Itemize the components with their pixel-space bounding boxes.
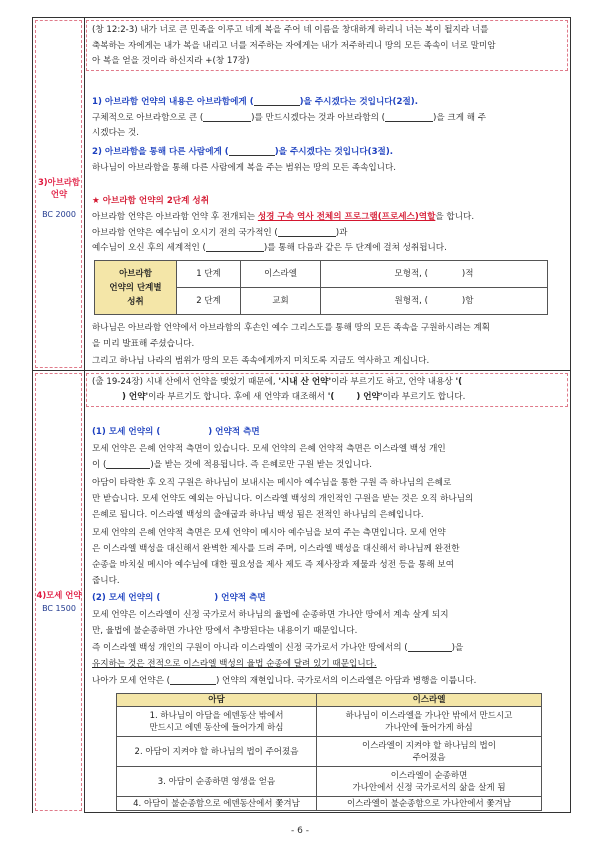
moses-label-cell	[33, 371, 85, 813]
intro-text: 이라 부르기도 하고, 언약 내용상	[331, 377, 456, 387]
paragraph-text: ) 언약의 재현입니다. 국가로서의 이스라엘은 아담과 병행을 이룹니다.	[215, 676, 477, 686]
intro-text: 이라 부르기도 합니다. 후에 새 언약과 대조해서	[148, 392, 328, 402]
content-table	[32, 17, 571, 813]
header-line: 아브라함	[119, 268, 152, 279]
stage-text: 을 합니다.	[435, 212, 475, 222]
type-cell	[321, 288, 548, 315]
intro-bold: ) 언약'	[356, 392, 383, 402]
paragraph-line: 모세 언약의 은혜 언약적 측면은 모세 언약이 메시아 예수님을 보여 주는 측면입니다. 모세 언약	[92, 528, 446, 538]
verse-line: (창 12:2-3) 내가 너로 큰 민족을 이루고 네게 복을 주어 네 이름을 창대하게 하리니 너는 복이 될지라 너를	[92, 25, 489, 35]
paragraph-line: 은혜로 됩니다. 이스라엘 백성의 출애굽과 하나님 백성 됨은 전적인 하나님의 은혜입니다.	[92, 510, 424, 520]
point-2-explanation: 하나님이 아브라함을 통해 다른 사람에게 복을 주는 범위는 땅의 모든 족속입니다.	[92, 163, 397, 173]
paragraph-line: 모세 언약은 이스라엘이 신정 국가로서 하나님의 율법에 순종하면 가나안 땅에서 계속 살게 되지	[92, 610, 449, 620]
point-1-heading	[92, 96, 562, 108]
paragraph-text: )을 받는 것에 적용됩니다. 즉 은혜로만 구원 받는 것입니다.	[150, 460, 372, 470]
paragraph-line: 줍니다.	[92, 576, 120, 586]
paragraph-line: 만 받습니다. 모세 언약도 예외는 아닙니다. 이스라엘 백성의 개인적인 구원을 받는 것은 오직 하나님의	[92, 494, 474, 504]
moses-covenant-row	[33, 371, 570, 813]
abraham-label-cell	[33, 18, 85, 370]
paragraph-line: 만, 율법에 불순종하면 가나안 땅에서 추방된다는 내용이기 때문입니다.	[92, 626, 358, 636]
type-text: )함	[461, 295, 474, 306]
abraham-covenant-row	[33, 18, 570, 371]
name-cell: 이스라엘	[241, 261, 321, 288]
adam-israel-table	[116, 693, 542, 811]
answer-blank[interactable]	[278, 227, 336, 237]
answer-blank[interactable]	[254, 96, 300, 106]
intro-bold: ) 언약'	[122, 392, 149, 402]
star-icon: ★	[92, 196, 100, 206]
header-line: 성취	[127, 296, 144, 307]
answer-blank[interactable]	[408, 642, 452, 652]
intro-text: 이라 부르기도 합니다.	[382, 392, 466, 402]
type-text: 모형적, (	[394, 268, 428, 279]
explanation-text: 구체적으로 아브라함으로 큰 (	[92, 113, 204, 123]
point-1-text: )을 주시겠다는 것입니다(2절).	[299, 97, 418, 107]
paragraph-line	[92, 459, 562, 471]
after-line: 그리고 하나님 나라의 범위가 땅의 모든 족속에게까지 미치도록 지금도 역사하고 계십니다.	[92, 356, 430, 366]
stage-cell: 1 단계	[177, 261, 241, 288]
cell-line: 이스라엘이 순종하면	[390, 770, 468, 781]
intro-bold: '시내 산 언약'	[278, 377, 332, 387]
type-cell	[321, 261, 548, 288]
point-1-explanation	[92, 112, 562, 124]
adam-cell: 2. 아담이 지켜야 할 하나님의 법이 주어졌음	[117, 737, 317, 767]
type-text: 원형적, (	[394, 295, 428, 306]
paragraph-line: 은 이스라엘 백성을 대신해서 완벽한 제사를 드려 주며, 이스라엘 백성을 대신해서 하나님께 완전한	[92, 544, 460, 554]
answer-blank[interactable]	[385, 112, 433, 122]
adam-cell	[117, 707, 317, 737]
paragraph-line: 유지하는 것은 전적으로 이스라엘 백성의 율법 순종에 달려 있기 때문입니다.	[92, 659, 377, 669]
paragraph-line: 순종을 바치실 메시아 예수님에 대한 필요성을 제사 제도 즉 제사장과 제물과 성전 등을 통해 보여	[92, 560, 455, 570]
answer-blank[interactable]	[206, 242, 264, 252]
intro-text: (출 19-24장) 시내 산에서 언약을 맺었기 때문에,	[92, 377, 279, 387]
point-2-heading	[92, 146, 562, 158]
section-1-heading	[92, 426, 562, 438]
stage-text: 예수님이 오신 후의 세계적인 (	[92, 243, 206, 253]
page-number: - 6 -	[291, 826, 309, 836]
stage-text: 아브라함 언약은 예수님이 오시기 전의 국가적인 (	[92, 228, 278, 238]
cell-line: 가나안에서 신정 국가로서의 삶을 살게 됨	[352, 782, 506, 793]
intro-bold: '(	[455, 377, 462, 387]
stage-table-header	[95, 261, 177, 315]
verse-dashed-box	[86, 20, 568, 71]
cell-line: 주어졌음	[412, 752, 446, 763]
stage-heading	[92, 195, 562, 207]
paragraph-text: )을	[451, 643, 464, 653]
israel-cell	[317, 767, 542, 797]
point-1-text: 1) 아브라함 언약의 내용은 아브라함에게 (	[92, 97, 254, 107]
section-2-heading	[92, 592, 562, 604]
type-text: )적	[461, 268, 474, 279]
cell-line: 가나안에 들어가게 하심	[385, 722, 473, 733]
intro-bold: '(	[327, 392, 335, 402]
answer-blank[interactable]	[170, 675, 216, 685]
paragraph-line: 아담이 타락한 후 오직 구원은 하나님이 보내시는 메시아 예수님을 통한 구원 즉 하나님의 은혜로	[92, 478, 452, 488]
abraham-title-line1: 3)아브라함	[37, 177, 81, 187]
abraham-title-line2: 언약	[50, 189, 68, 199]
after-line: 을 미리 발표해 주셨습니다.	[92, 339, 195, 349]
point-1-explanation-line2: 시겠다는 것.	[92, 128, 139, 138]
israel-header: 이스라엘	[317, 694, 542, 707]
stage-table	[94, 260, 548, 315]
moses-title: 4)모세 언약	[36, 590, 82, 600]
stage-text: 아브라함 언약은 아브라함 언약 후 전개되는	[92, 212, 258, 222]
israel-cell	[317, 707, 542, 737]
abraham-content-cell	[86, 18, 570, 370]
paragraph-line	[92, 642, 562, 654]
stage-text: )를 통해 다음과 같은 두 단계에 걸쳐 성취됩니다.	[263, 243, 447, 253]
moses-era: BC 1500	[42, 604, 76, 613]
after-line: 하나님은 아브라함 언약에서 아브라함의 후손인 예수 그리스도를 통해 땅의 모든 족속을 구원하시려는 계획	[92, 323, 491, 333]
header-line: 언약의 단계별	[109, 282, 162, 293]
cell-line: 만드시고 에덴 동산에 들어가게 하심	[149, 722, 284, 733]
stage-text: )과	[335, 228, 348, 238]
verse-line: 축복하는 자에게는 내가 복을 내리고 너를 저주하는 자에게는 내가 저주하리니 땅의 모든 족속이 너로 말미암	[92, 41, 496, 51]
paragraph-line: 모세 언약은 은혜 언약적 측면이 있습니다. 모세 언약의 은혜 언약적 측면은 이스라엘 백성 개인	[92, 444, 446, 454]
section-text: (2) 모세 언약의 (	[92, 593, 161, 603]
cell-line: 하나님이 이스라엘을 가나안 밖에서 만드시고	[345, 710, 513, 721]
abraham-era: BC 2000	[42, 210, 76, 219]
program-highlight: 성경 구속 역사 전체의 프로그램(프로세스)역할	[257, 212, 436, 222]
cell-line: 1. 하나님이 아담을 에덴동산 밖에서	[149, 710, 284, 721]
section-text: (1) 모세 언약의 (	[92, 427, 161, 437]
stage-line	[92, 211, 562, 223]
explanation-text: )를 만드시겠다는 것과 아브라함의 (	[251, 113, 386, 123]
stage-heading-text: 아브라함 언약의 2단계 성취	[102, 196, 209, 206]
answer-blank[interactable]	[106, 459, 150, 469]
adam-cell: 3. 아담이 순종하면 영생을 얻음	[117, 767, 317, 797]
paragraph-line	[92, 675, 562, 687]
adam-header: 아담	[117, 694, 317, 707]
point-2-text: )을 주시겠다는 것입니다(3절).	[274, 147, 394, 157]
section-text: ) 언약적 측면	[208, 427, 260, 437]
intro-line	[92, 391, 562, 403]
point-2-text: 2) 아브라함을 통해 다른 사람에게 (	[92, 147, 229, 157]
stage-line	[92, 242, 562, 254]
paragraph-text: 나아가 모세 언약은 (	[92, 676, 170, 686]
answer-blank[interactable]	[229, 146, 275, 156]
israel-cell	[317, 737, 542, 767]
answer-blank[interactable]	[203, 112, 251, 122]
stage-line	[92, 227, 562, 239]
moses-content-cell	[86, 371, 570, 813]
intro-line	[92, 376, 562, 388]
paragraph-text: 즉 이스라엘 백성 개인의 구원이 아니라 이스라엘이 신정 국가로서 가나안 땅에서의 (	[92, 643, 408, 653]
paragraph-text: 이 (	[92, 460, 107, 470]
section-text: ) 언약적 측면	[214, 593, 266, 603]
name-cell: 교회	[241, 288, 321, 315]
stage-cell: 2 단계	[177, 288, 241, 315]
explanation-text: )을 크게 해 주	[433, 113, 487, 123]
cell-line: 이스라엘이 지켜야 할 하나님의 법이	[362, 740, 496, 751]
verse-line: 아 복을 얻을 것이라 하신지라 +(창 17장)	[92, 56, 250, 66]
israel-cell: 이스라엘이 불순종함으로 가나안에서 쫓겨남	[317, 797, 542, 811]
adam-cell: 4. 아담이 불순종함으로 에덴동산에서 쫓겨남	[117, 797, 317, 811]
